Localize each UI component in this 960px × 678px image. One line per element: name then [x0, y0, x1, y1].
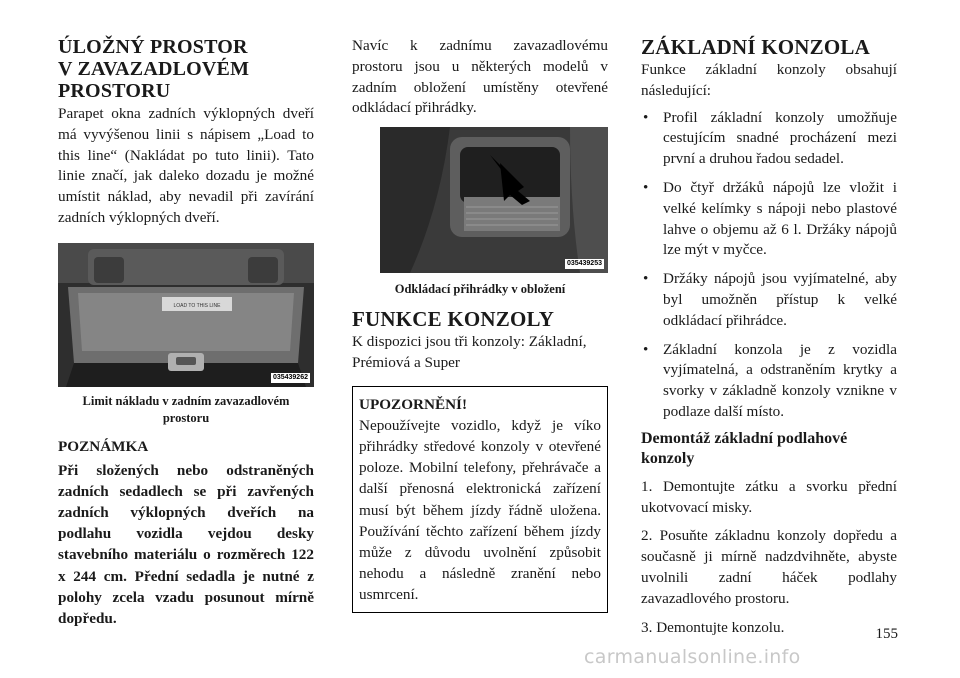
trim-bin-illustration	[380, 127, 608, 273]
section-heading-basic-console: ZÁKLADNÍ KONZOLA	[641, 35, 870, 59]
removal-subheading: Demontáž základní podlahové konzoly	[641, 429, 848, 467]
column-right	[641, 36, 897, 638]
page-number: 155	[875, 626, 898, 642]
list-item: • Základní konzola je z vozidla vyjímatelná, a odstraněním krytky a svorky v základně konzoly vznikne v podlaze další místo.	[641, 340, 897, 423]
figure-code-2: 035439253	[566, 260, 602, 268]
column-middle	[352, 36, 608, 613]
step-1: 1. Demontujte zátku a svorku přední ukotvovací misky.	[641, 477, 897, 516]
figure-caption-1: Limit nákladu v zadním zavazadlovém prostoru	[82, 393, 290, 425]
compartment-paragraph: Navíc k zadnímu zavazadlovému prostoru jsou u některých modelů v zadním obložení umístěny otevřené odkládací přihrádky.	[352, 37, 608, 117]
list-item: • Profil základní konzoly umožňuje cestujícím snadné procházení mezi první a druhou řadou sedadel.	[641, 108, 897, 170]
warning-title: UPOZORNĚNÍ!	[359, 395, 468, 413]
figure-caption-2: Odkládací přihrádky v obložení	[394, 282, 566, 297]
feature-list	[641, 108, 897, 423]
step-2: 2. Posuňte základnu konzoly dopředu a současně ji mírně nadzdvihněte, abyste uvolnili zadní háček podlahy zavazadlového prostoru.	[641, 527, 897, 607]
cargo-area-illustration	[58, 243, 314, 387]
section-heading-storage: ÚLOŽNÝ PROSTOR V ZAVAZADLOVÉM PROSTORU	[58, 36, 250, 102]
column-left	[58, 36, 314, 629]
basic-console-intro: Funkce základní konzoly obsahují následující:	[641, 61, 897, 99]
note-title: POZNÁMKA	[58, 437, 149, 455]
warning-box	[352, 386, 608, 613]
list-item: • Držáky nápojů jsou vyjímatelné, aby byl umožněn přístup k velké odkládací přihrádce.	[641, 269, 897, 331]
trim-compartment-photo	[380, 127, 608, 273]
note-text: Při složených nebo odstraněných zadních sedadlech se při zavřených zadních výklopných dveřích na podlahu vozidla vejdou desky stavebního materiálu o rozměrech 122 x 244 cm. Přední sedadla je nutné z polohy zcela vzadu posunout mírně dopředu.	[58, 461, 314, 627]
warning-text: Nepoužívejte vozidlo, když je víko přihrádky středové konzoly v otevřené poloze. Mobilní telefony, přehrávače a další přenosná elektronická zařízení musí být během jízdy řádně uložena. Používání těchto zařízení během jízdy může z důvodu uvolnění způsobit nehodu a následně zranění nebo usmrcení.	[359, 416, 601, 604]
cargo-limit-photo	[58, 243, 314, 387]
list-item: • Do čtyř držáků nápojů lze vložit i velké kelímky s nápoji nebo plastové lahve o objemu až 6 l. Držáky nápojů lze mýt v myčce.	[641, 178, 897, 261]
step-3: 3. Demontujte konzolu.	[641, 618, 785, 636]
figure-code-1: 035439262	[272, 373, 308, 381]
section-heading-console-features: FUNKCE KONZOLY	[352, 307, 555, 332]
svg-text:LOAD TO THIS LINE: LOAD TO THIS LINE	[173, 302, 221, 309]
console-intro-paragraph: K dispozici jsou tři konzoly: Základní, Prémiová a Super	[352, 333, 587, 371]
storage-paragraph: Parapet okna zadních výklopných dveří má vyvýšenou linii s nápisem „Load to this line“ (Nakládat po tuto linii). Tato linie značí, jak daleko dozadu je možné umístit náklad, aby nevadil při zavírání zadních výklopných dveří.	[58, 105, 314, 226]
watermark-text: carmanualsonline.info	[584, 646, 801, 668]
